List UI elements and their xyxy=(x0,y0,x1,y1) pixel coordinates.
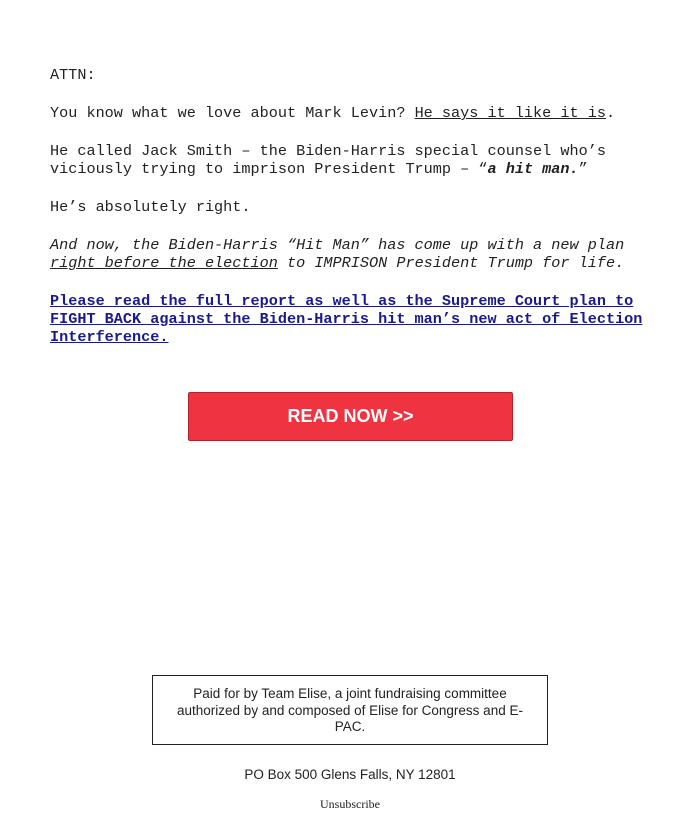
salutation: ATTN: xyxy=(50,66,96,84)
unsubscribe-link[interactable]: Unsubscribe xyxy=(320,797,380,811)
unsubscribe-container xyxy=(0,797,700,812)
read-now-button-container xyxy=(188,392,513,441)
read-report-link[interactable]: Please read the full report as well as the Supreme Court plan to FIGHT BACK against the Biden-Harris hit man’s new act of Election Interference. xyxy=(50,292,643,346)
paid-for-disclaimer-box xyxy=(152,675,548,745)
emphasized-quote: a hit man. xyxy=(487,160,579,178)
email-body xyxy=(50,66,660,366)
paragraph-new-plan xyxy=(50,236,660,272)
mailing-address: PO Box 500 Glens Falls, NY 12801 xyxy=(244,767,456,782)
report-paragraph xyxy=(50,292,660,346)
read-now-button[interactable]: READ NOW >> xyxy=(188,392,513,441)
closing-quote: ” xyxy=(578,160,588,178)
paragraph-text: He called Jack Smith – the Biden-Harris special counsel who’s viciously trying to imprison President Trump – “ xyxy=(50,142,606,178)
punctuation: . xyxy=(605,104,616,122)
paragraph-text: And now, the Biden-Harris “Hit Man” has come up with a new plan xyxy=(50,236,625,254)
underlined-phrase: right before the election xyxy=(50,254,278,272)
paragraph-text-end: to IMPRISON President Trump for life. xyxy=(277,254,625,272)
paragraph-text: You know what we love about Mark Levin? xyxy=(50,104,415,122)
paragraph-mark-levin xyxy=(50,104,660,122)
underlined-phrase: He says it like it is xyxy=(414,104,606,122)
paragraph-absolutely-right: He’s absolutely right. xyxy=(50,198,251,216)
disclaimer-text: Paid for by Team Elise, a joint fundraising committee authorized by and composed of Elise for Congress and E-PAC. xyxy=(177,686,523,734)
paragraph-jack-smith xyxy=(50,142,660,178)
